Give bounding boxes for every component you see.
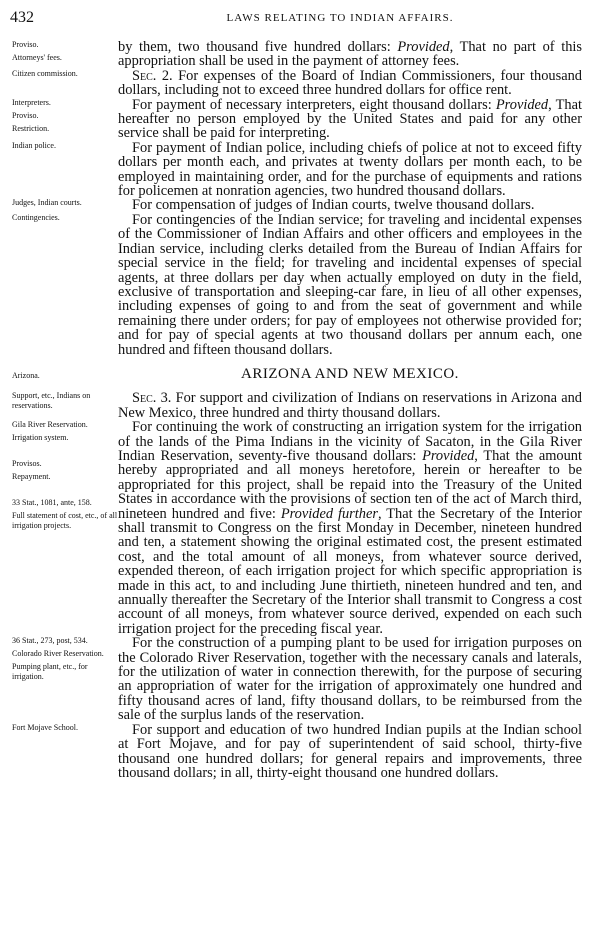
text-run: For payment of necessary interpreters, eight thousand dollars: (132, 96, 496, 113)
section-number: Sec. 2. (132, 67, 173, 84)
paragraph-row (0, 723, 600, 781)
margin-note: Gila River Reservation. (12, 420, 88, 430)
margin-note: Support, etc., Indians on reservations. (12, 391, 91, 411)
paragraph (118, 723, 582, 781)
paragraph (118, 420, 582, 636)
text-run: For support and education of two hundred Indian pupils at the Indian school at Fort Mojave, and for pay of superintendent of said school, thirty-five thousand one hundred dollars; for general repairs and improvements, three thousand dollars; in all, thirty-eight thousand one hundred dollars. (118, 721, 582, 781)
margin-note-column (0, 69, 118, 98)
margin-note: Judges, Indian courts. (12, 198, 82, 208)
section-heading-row (0, 357, 600, 391)
margin-note: Citizen commission. (12, 68, 78, 78)
margin-note: 33 Stat., 1081, ante, 158. (12, 498, 92, 508)
italic-text: Provided (495, 96, 549, 113)
text-column (118, 141, 590, 199)
paragraph (118, 636, 582, 722)
margin-note: Irrigation system. (12, 433, 69, 443)
margin-note-column (0, 420, 118, 636)
text-column (118, 98, 590, 141)
text-run: For compensation of judges of Indian courts, twelve thousand dollars. (132, 197, 535, 214)
text-run: , That no part of this appropriation shall be used in the payment of attorney fees. (118, 39, 582, 70)
page-number: 432 (10, 9, 34, 26)
italic-text: Provided (397, 39, 450, 55)
paragraph-row (0, 636, 600, 722)
paragraph (118, 98, 582, 141)
sections-after-heading (0, 391, 600, 780)
text-column (118, 198, 590, 212)
heading-column (118, 357, 590, 391)
paragraph-row (0, 40, 600, 69)
paragraph-row (0, 141, 600, 199)
margin-note: Indian police. (12, 140, 56, 150)
running-title: LAWS RELATING TO INDIAN AFFAIRS. (226, 12, 454, 24)
text-column (118, 69, 590, 98)
margin-note: Restriction. (12, 123, 50, 133)
paragraph-row (0, 213, 600, 357)
text-column (118, 636, 590, 722)
text-column (118, 723, 590, 781)
text-column (118, 420, 590, 636)
margin-note-column (0, 357, 118, 391)
margin-note-column (0, 98, 118, 141)
paragraph-row (0, 69, 600, 98)
text-run: by them, two thousand five hundred dollars: (118, 39, 398, 55)
text-run: For the construction of a pumping plant to be used for irrigation purposes on the Colorado River Reservation, together with the necessary canals and laterals, for the utilization of water in connection therewith, for the purpose of securing an appropriation of water for the irrigation of approximately one hundred and fifty thousand acres of land, fifty thousand dollars, to be reimbursed from the sale of the surplus lands of the reservation. (118, 635, 582, 724)
text-column (118, 391, 590, 420)
margin-note-column (0, 636, 118, 722)
paragraph-row (0, 98, 600, 141)
text-run: For expenses of the Board of Indian Commissioners, four thousand dollars, including not to exceed three hundred dollars for office rent. (118, 67, 582, 99)
margin-note: 36 Stat., 273, post, 534. (12, 636, 88, 646)
paragraph (118, 391, 582, 420)
margin-note-column (0, 213, 118, 357)
page-header (10, 9, 590, 33)
document-body (0, 40, 600, 780)
margin-note: Pumping plant, etc., for irrigation. (12, 662, 88, 682)
paragraph (118, 213, 582, 357)
margin-note: Attorneys' fees. (12, 53, 62, 62)
margin-note: Provisos. (12, 459, 42, 469)
text-run: For continuing the work of constructing an irrigation system for the irrigation of the lands of the Pima Indians in the vicinity of Sacaton, in the Gila River Indian Reservation, seventy-five thousand dollars: (118, 419, 582, 464)
section-heading: ARIZONA AND NEW MEXICO. (241, 365, 459, 382)
margin-note: Repayment. (12, 472, 51, 482)
sections-before-heading (0, 40, 600, 357)
margin-note-column (0, 40, 118, 69)
text-run: For support and civilization of Indians on reservations in Arizona and New Mexico, three hundred and thirty thousand dollars. (118, 390, 582, 421)
margin-note (12, 446, 118, 456)
margin-note: Full statement of cost, etc., of all irrigation projects. (12, 511, 118, 531)
margin-note: Arizona. (12, 370, 40, 380)
paragraph-row (0, 391, 600, 420)
text-run: , That the amount hereby appropriated and all moneys heretofore, herein or hereafter to be appropriated for this project, shall be repaid into the Treasury of the United States in accordance with the provisions of section ten of the act of March third, nineteen hundred and five: (118, 447, 582, 522)
text-run: For contingencies of the Indian service; for traveling and incidental expenses of the Commissioner of Indian Affairs and other officers and employees in the Indian service, including clerks detailed from the Bureau of Indian Affairs for special service in the field; for traveling and incidental expenses of special agents, at three dollars per day when actually employed on duty in the field, exclusive of transportation and sleeping-car fare, in lieu of all other expenses, including expenses of going to and from the seat of government and while remaining there under orders; for pay of employees not otherwise provided for; and for pay of special agents at two thousand dollars per annum each, one hundred and fifteen thousand dollars. (118, 211, 582, 358)
margin-note: Fort Mojave School. (12, 722, 78, 732)
text-column (118, 213, 590, 357)
margin-note: Proviso. (12, 40, 39, 49)
paragraph-row (0, 420, 600, 636)
text-run: For payment of Indian police, including chiefs of police at not to exceed fifty dollars per month each, and privates at twenty dollars per month each, to be employed in maintaining order, and for the purchase of equipments and rations for policemen at nonration agencies, two hundred thousand dollars. (118, 139, 582, 200)
margin-note: Contingencies. (12, 212, 60, 222)
text-run: , That the Secretary of the Interior shall transmit to Congress on the first Monday in December, nineteen hundred and ten, a statement showing the original estimated cost, the present estimated cost, and the total amount of all moneys, from whatever source derived, expended thereon, of each irrigation project for which specific appropriation is made in this act, to and including June thirtieth, nineteen hundred and ten, and annually thereafter the Secretary of the Interior shall transmit to Congress a cost account of all moneys, from whatever source derived, expended on each such irrigation project for the preceding fiscal year. (118, 505, 582, 637)
text-column (118, 40, 590, 69)
margin-note-column (0, 141, 118, 199)
margin-note: Interpreters. (12, 97, 51, 107)
text-run: , That hereafter no person employed by the United States and paid for any other service shall be paid for interpreting. (118, 96, 582, 142)
margin-note-column (0, 723, 118, 781)
section-number: Sec. 3. (132, 390, 172, 407)
margin-note-column (0, 198, 118, 212)
paragraph-row (0, 198, 600, 212)
margin-note-column (0, 391, 118, 420)
paragraph (118, 198, 582, 212)
italic-text: Provided further (280, 505, 378, 522)
margin-note (12, 485, 118, 495)
italic-text: Provided (422, 447, 475, 464)
paragraph (118, 69, 582, 98)
paragraph (118, 141, 582, 199)
margin-note: Proviso. (12, 110, 39, 120)
paragraph (118, 40, 582, 69)
margin-note: Colorado River Reservation. (12, 649, 104, 659)
